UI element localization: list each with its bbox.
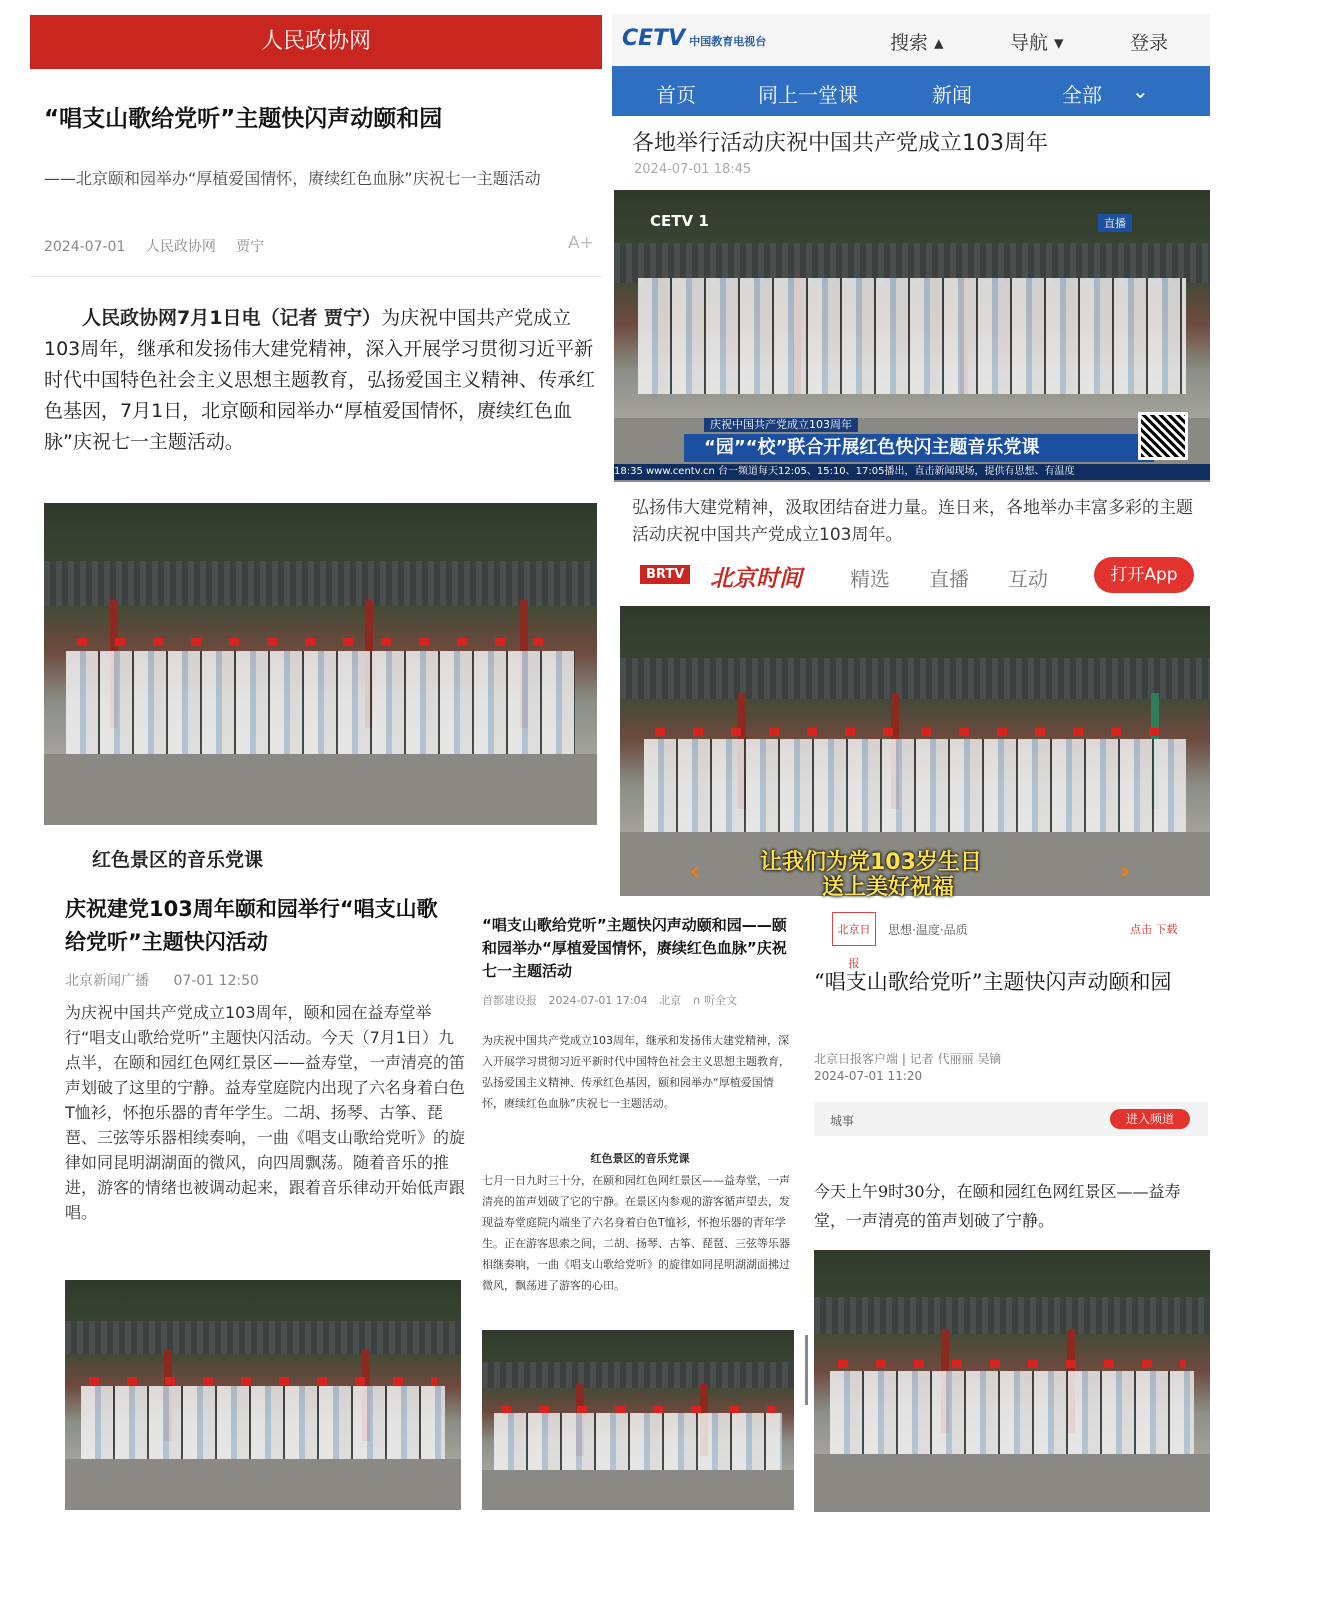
cetv-article-title: 各地举行活动庆祝中国共产党成立103周年 — [632, 131, 1048, 156]
brtv-caption-line2: 送上美好祝福 — [822, 875, 955, 900]
photo-performance-1 — [44, 503, 597, 825]
bjnews-time: 07-01 12:50 — [173, 973, 259, 989]
bjrb-date: 2024-07-01 11:20 — [814, 1069, 923, 1083]
bjrb-logo[interactable]: 北京日报 — [832, 912, 876, 946]
sdjs-article-body: 为庆祝中国共产党成立103周年，继承和发扬伟大建党精神，深入开展学习贯彻习近平新时代中国特色社会主义思想主题教育，弘扬爱国主义精神、传承红色基因，颐和园举办“厚植爱国情怀，赓续红色血脉”庆祝七一主题活动。 — [482, 1034, 790, 1110]
cetv-nav-menu-button[interactable]: 导航 ▾ — [1010, 32, 1064, 54]
bjrb-slogan: 思想·温度·品质 — [888, 923, 968, 937]
sdjs-meta — [482, 992, 745, 1008]
cetv-channel-label: CETV 1 — [650, 212, 709, 230]
rmzx-article-meta — [44, 236, 604, 256]
caption-red-scenic-lesson: 红色景区的音乐党课 — [92, 849, 264, 871]
sdjs-article-body-2: 七月一日九时三十分，在颐和园红色网红景区——益寿堂，一声清亮的笛声划破了它的宁静。在景区内参观的游客循声望去，发现益寿堂庭院内端坐了六名身着白色T恤衫，怀抱乐器的青年学生。正在游客思索之间，二胡、扬琴、古筝、琵琶、三弦等乐器相继奏响，一曲《唱支山歌给党听》的旋律如同昆明湖湖面拂过微风，飘荡进了游客的心田。 — [482, 1174, 790, 1292]
bjnews-article-body: 为庆祝中国共产党成立103周年，颐和园在益寿堂举行“唱支山歌给党听”主题快闪活动。今天（7月1日）九点半，在颐和园红色网红景区——益寿堂，一声清亮的笛声划破了这里的宁静。益寿堂庭院内出现了六名身着白色T恤衫，怀抱乐器的青年学生。二胡、扬琴、古筝、琵琶、三弦等乐器相续奏响，一曲《唱支山歌给党听》的旋律如同昆明湖湖面的微风，向四周飘荡。随着音乐的推进，游客的情绪也被调动起来，跟着音乐律动开始低声跟唱。 — [65, 1003, 466, 1222]
rmzx-date: 2024-07-01 — [44, 239, 126, 255]
enter-channel-button[interactable]: 进入频道 — [1110, 1109, 1190, 1129]
cetv-login-link[interactable]: 登录 — [1130, 32, 1169, 54]
cetv-banner-main: “园”“校”联合开展红色快闪主题音乐党课 — [684, 434, 1154, 462]
cetv-banner-top: 庆祝中国共产党成立103周年 — [704, 418, 858, 432]
rmzx-article-body — [44, 303, 600, 458]
brtv-caption-line1: 让我们为党103岁生日 — [760, 850, 982, 875]
cetv-nav-news[interactable]: 新闻 — [932, 83, 972, 107]
cetv-article-desc: 弘扬伟大建党精神，汲取团结奋进力量。连日来，各地举办丰富多彩的主题活动庆祝中国共产党成立103周年。 — [632, 498, 1193, 545]
cetv-nav-bar — [612, 66, 1210, 116]
rmzx-body-text: 为庆祝中国共产党成立103周年，继承和发扬伟大建党精神，深入开展学习贯彻习近平新时代中国特色社会主义思想主题教育，弘扬爱国主义精神、传承红色基因，7月1日，北京颐和园举办“厚植爱国情怀，赓续红色血脉”庆祝七一主题活动。 — [44, 307, 596, 453]
cetv-banner-ticker: 18:35 www.centv.cn 台一频道每天12:05、15:10、17:05播出，直击新闻现场，提供有思想、有温度 — [614, 464, 1210, 480]
rmzx-article-title: “唱支山歌给党听”主题快闪声动颐和园 — [44, 106, 443, 132]
cetv-nav-home[interactable]: 首页 — [656, 83, 696, 107]
scrollbar[interactable] — [805, 1335, 808, 1405]
brtv-logo[interactable]: BRTV — [640, 565, 690, 584]
bjrb-category[interactable]: 城事 — [830, 1114, 855, 1128]
rmzx-author: 贾宁 — [236, 239, 265, 255]
cetv-live-badge: 直播 — [1098, 214, 1132, 232]
brtv-tab-interact[interactable]: 互动 — [1008, 567, 1048, 591]
photo-performance-4 — [814, 1250, 1210, 1512]
sdjs-article-title: “唱支山歌给党听”主题快闪声动颐和园——颐和园举办“厚植爱国情怀，赓续红色血脉”庆祝七一主题活动 — [482, 916, 787, 980]
bjrb-article-title: “唱支山歌给党听”主题快闪声动颐和园 — [814, 970, 1172, 994]
sdjs-source: 首都建设报 — [482, 994, 537, 1007]
cetv-nav-lesson[interactable]: 同上一堂课 — [758, 83, 858, 107]
brtv-tab-live[interactable]: 直播 — [929, 567, 969, 591]
bjrb-article-body: 今天上午9时30分，在颐和园红色网红景区——益寿堂，一声清亮的笛声划破了宁静。 — [814, 1182, 1181, 1230]
bjnews-meta — [65, 970, 279, 990]
bjrb-meta: 北京日报客户端 | 记者 代丽丽 吴镝 — [814, 1052, 1002, 1066]
rmzx-header: 人民政协网 — [30, 15, 602, 69]
rmzx-source: 人民政协网 — [145, 239, 216, 255]
sdjs-subheading: 红色景区的音乐党课 — [590, 1152, 690, 1165]
bjnews-source: 北京新闻广播 — [65, 973, 149, 989]
chevron-down-icon[interactable]: ⌄ — [1132, 79, 1149, 103]
chevron-right-icon[interactable]: › — [1120, 857, 1130, 885]
bjnews-article-title: 庆祝建党103周年颐和园举行“唱支山歌给党听”主题快闪活动 — [65, 897, 438, 954]
sdjs-place: 北京 — [659, 994, 682, 1007]
font-size-button[interactable]: A+ — [568, 233, 594, 253]
cetv-search-button[interactable]: 搜索 ▴ — [890, 32, 944, 54]
chevron-left-icon[interactable]: ‹ — [690, 857, 700, 885]
download-button[interactable]: 点击 下载 — [1130, 923, 1178, 936]
cetv-lower-third — [614, 418, 1210, 482]
rmzx-article-subtitle: ——北京颐和园举办“厚植爱国情怀，赓续红色血脉”庆祝七一主题活动 — [44, 169, 541, 188]
photo-performance-2 — [65, 1280, 461, 1510]
cetv-nav-all[interactable]: 全部 — [1062, 83, 1102, 107]
qr-code-icon — [1138, 412, 1188, 460]
cetv-logo[interactable]: CETV 中国教育电视台 — [622, 26, 767, 51]
listen-button[interactable]: ∩ 听全文 — [692, 994, 738, 1007]
cetv-article-time: 2024-07-01 18:45 — [634, 162, 752, 177]
photo-performance-3 — [482, 1330, 794, 1510]
brtv-tab-featured[interactable]: 精选 — [850, 567, 890, 591]
sdjs-time: 2024-07-01 17:04 — [548, 994, 648, 1007]
rmzx-lead: 人民政协网7月1日电（记者 贾宁） — [82, 307, 382, 329]
divider — [30, 276, 602, 277]
open-app-button[interactable]: 打开App — [1094, 557, 1194, 593]
brtv-app-name: 北京时间 — [710, 566, 802, 592]
